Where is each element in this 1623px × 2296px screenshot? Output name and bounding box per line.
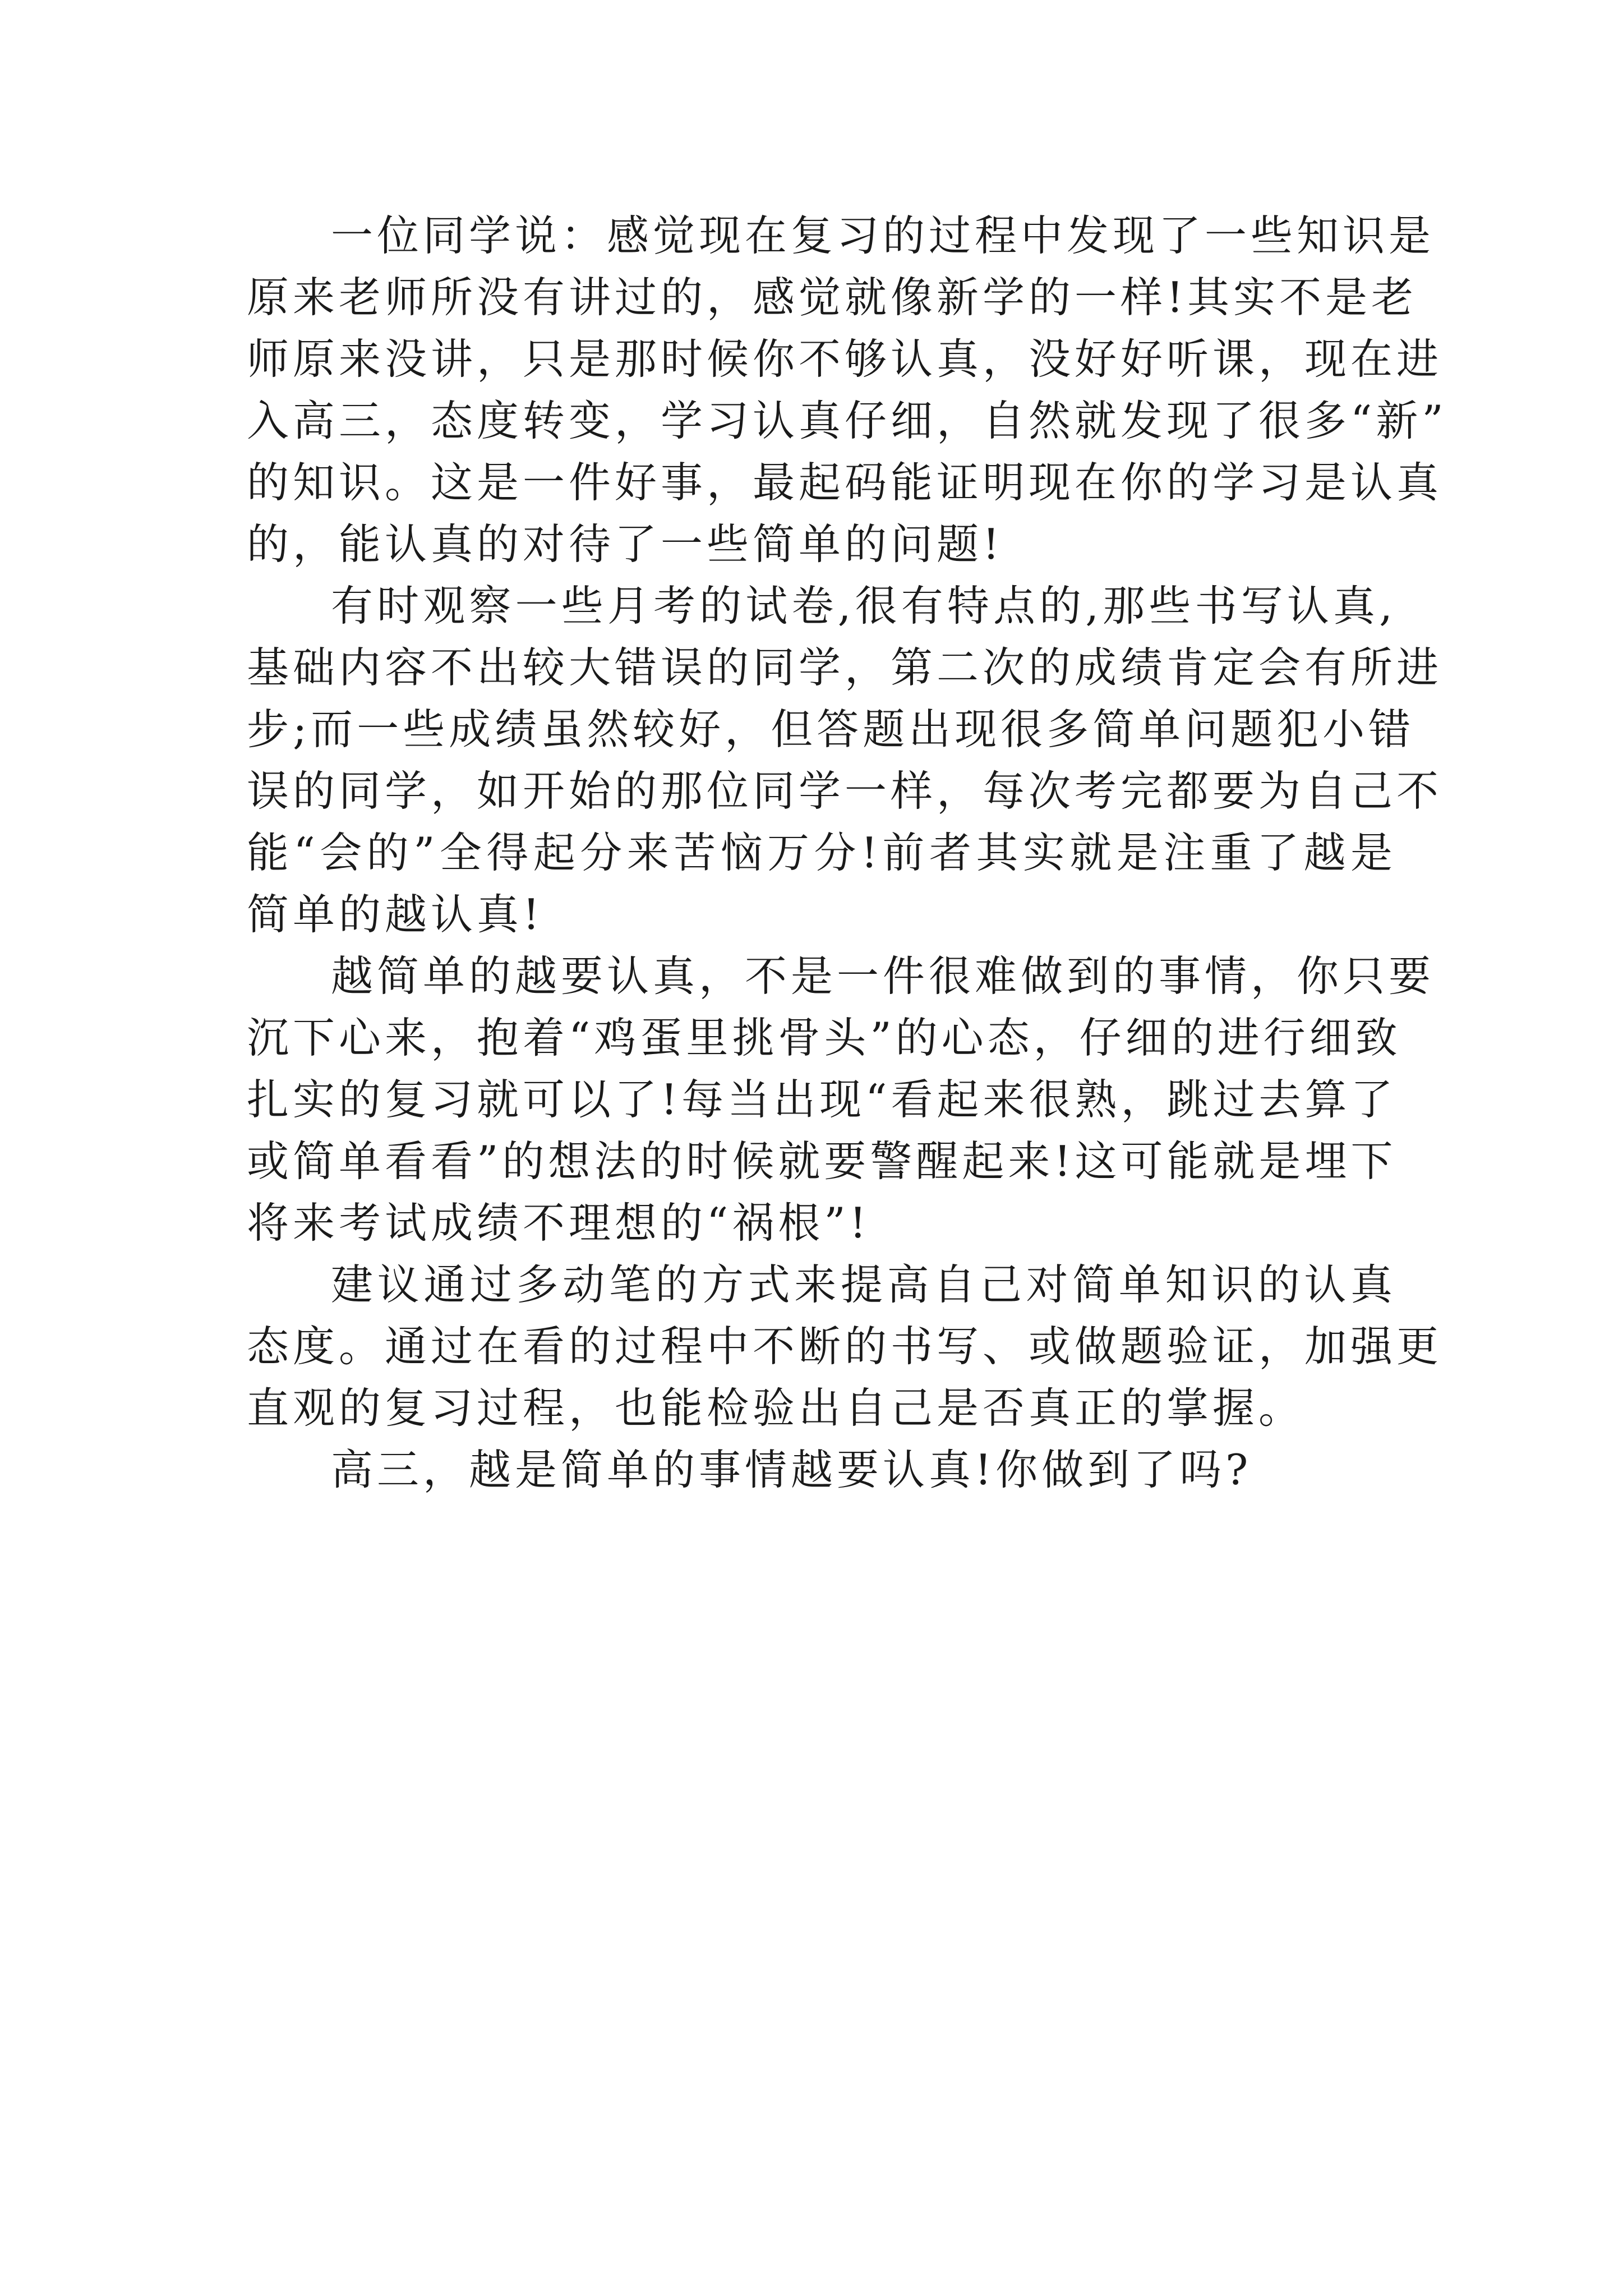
- text-line: 直观的复习过程，也能检验出自己是否真正的掌握。: [247, 1383, 1305, 1433]
- text-line: 将来考试成绩不理想的“祸根”!: [247, 1198, 870, 1248]
- paragraph: [247, 205, 1447, 575]
- text-line: 的知识。这是一件好事，最起码能证明现在你的学习是认真: [247, 458, 1443, 507]
- text-line: 建议通过多动笔的方式来提高自己对简单知识的认真: [331, 1260, 1396, 1309]
- text-line: 越简单的越要认真，不是一件很难做到的事情，你只要: [331, 951, 1435, 1001]
- document-body: [247, 205, 1447, 1501]
- text-line: 有时观察一些月考的试卷,很有特点的,那些书写认真,: [331, 581, 1396, 631]
- text-line: 误的同学，如开始的那位同学一样，每次考完都要为自己不: [247, 766, 1443, 816]
- paragraph: [247, 945, 1435, 1254]
- paragraph: [247, 1439, 1396, 1501]
- text-line: 扎实的复习就可以了!每当出现“看起来很熟，跳过去算了: [247, 1075, 1397, 1124]
- text-line: 原来老师所没有讲过的，感觉就像新学的一样!其实不是老: [247, 273, 1418, 322]
- text-line: 基础内容不出较大错误的同学，第二次的成绩肯定会有所进: [247, 643, 1443, 692]
- text-line: 或简单看看”的想法的时候就要警醒起来!这可能就是埋下: [247, 1137, 1397, 1186]
- text-line: 沉下心来，抱着“鸡蛋里挑骨头”的心态，仔细的进行细致: [247, 1013, 1401, 1062]
- text-line: 简单的越认真!: [247, 890, 544, 939]
- text-line: 的，能认真的对待了一些简单的问题!: [247, 519, 1004, 569]
- paragraph: [247, 1254, 1443, 1439]
- text-line: 态度。通过在看的过程中不断的书写、或做题验证，加强更: [247, 1322, 1443, 1371]
- paragraph: [247, 575, 1443, 945]
- text-line: 步;而一些成绩虽然较好，但答题出现很多简单问题犯小错: [247, 705, 1415, 754]
- text-line: 一位同学说：感觉现在复习的过程中发现了一些知识是: [331, 211, 1435, 260]
- text-line: 能“会的”全得起分来苦恼万分!前者其实就是注重了越是: [247, 828, 1396, 877]
- text-line: 高三，越是简单的事情越要认真!你做到了吗?: [331, 1445, 1252, 1494]
- text-line: 入高三，态度转变，学习认真仔细，自然就发现了很多“新”: [247, 396, 1447, 445]
- text-line: 师原来没讲，只是那时候你不够认真，没好好听课，现在进: [247, 334, 1443, 384]
